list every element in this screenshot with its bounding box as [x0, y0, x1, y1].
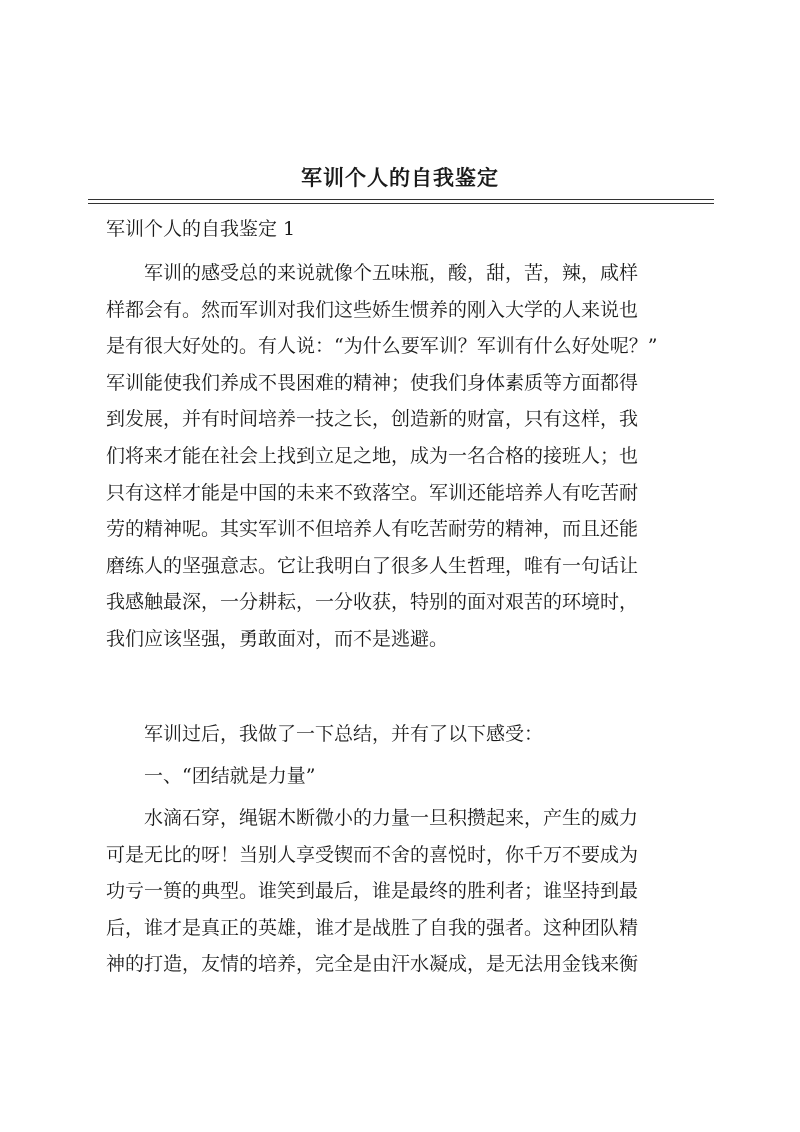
paragraph-line: 可是无比的呀！当别人享受锲而不舍的喜悦时，你千万不要成为 [106, 843, 639, 866]
paragraph-line: 我感触最深，一分耕耘，一分收获，特别的面对艰苦的环境时， [106, 591, 639, 614]
paragraph-line: 劳的精神呢。其实军训不但培养人有吃苦耐劳的精神，而且还能 [106, 518, 639, 541]
document-title: 军训个人的自我鉴定 [301, 165, 499, 190]
paragraph-line: 军训的感受总的来说就像个五味瓶，酸，甜，苦，辣，咸样 [144, 262, 639, 284]
paragraph-line: 们将来才能在社会上找到立足之地，成为一名合格的接班人；也 [106, 444, 639, 467]
section-heading: 军训个人的自我鉴定 1 [106, 218, 296, 240]
paragraph-2: 军训过后，我做了一下总结，并有了以下感受： [144, 723, 544, 745]
paragraph-1 [106, 255, 726, 658]
title-double-rule [88, 199, 714, 204]
paragraph-line: 功亏一篑的典型。谁笑到最后，谁是最终的胜利者；谁坚持到最 [106, 880, 639, 903]
paragraph-line: 是有很大好处的。有人说：“为什么要军训？军训有什么好处呢？” [106, 335, 658, 358]
paragraph-line: 后，谁才是真正的英雄，谁才是战胜了自我的强者。这种团队精 [106, 916, 639, 939]
paragraph-line: 到发展，并有时间培养一技之长，创造新的财富，只有这样，我 [106, 408, 639, 431]
paragraph-line: 磨练人的坚强意志。它让我明白了很多人生哲理，唯有一句话让 [106, 554, 639, 577]
paragraph-line: 军训能使我们养成不畏困难的精神；使我们身体素质等方面都得 [106, 371, 639, 394]
paragraph-line: 我们应该坚强，勇敢面对，而不是逃避。 [106, 627, 449, 650]
paragraph-line: 样都会有。然而军训对我们这些娇生惯养的刚入大学的人来说也 [106, 298, 639, 321]
paragraph-line: 水滴石穿，绳锯木断微小的力量一旦积攒起来，产生的威力 [144, 807, 639, 829]
subheading-1: 一、“团结就是力量” [144, 765, 316, 787]
paragraph-3 [106, 800, 726, 983]
paragraph-line: 只有这样才能是中国的未来不致落空。军训还能培养人有吃苦耐 [106, 481, 639, 504]
paragraph-line: 神的打造，友情的培养，完全是由汗水凝成，是无法用金钱来衡 [106, 953, 639, 976]
